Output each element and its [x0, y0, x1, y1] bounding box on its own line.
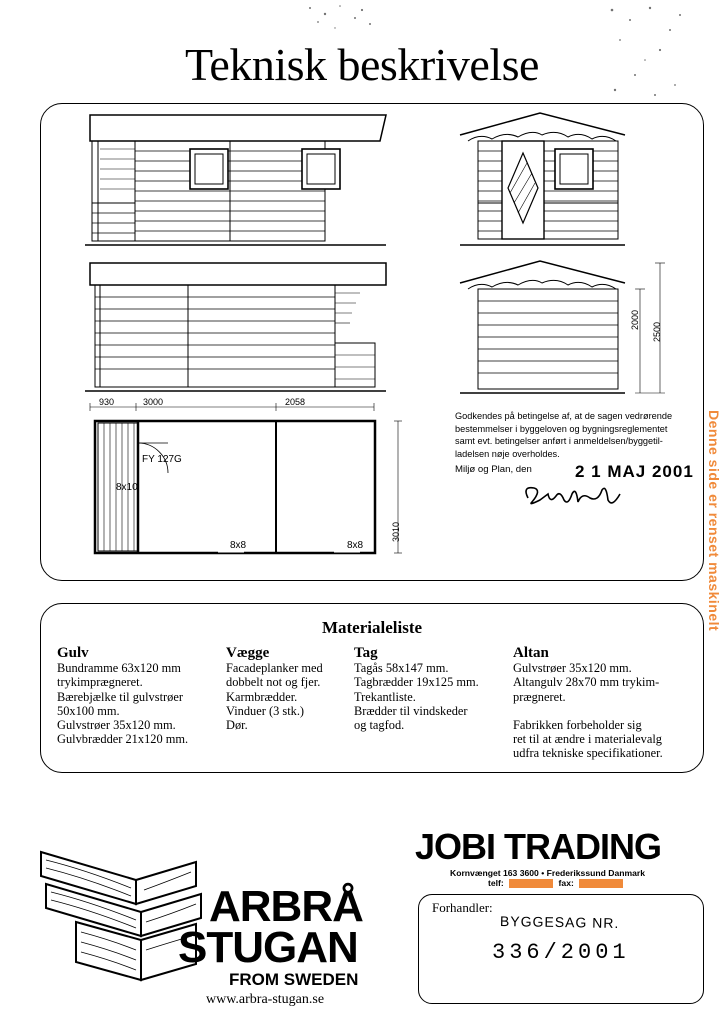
vaegge-heading: Vægge [226, 645, 270, 661]
room-size-label: 8x10 [116, 482, 138, 493]
jobi-address: Kornvænget 163 3600 • Frederikssund Danmark [450, 868, 646, 878]
redacted-fax [579, 879, 623, 888]
dim-930: 930 [99, 397, 115, 407]
window-a-label: 8x8 [230, 540, 247, 551]
dim-3000: 3000 [143, 397, 164, 407]
byggesag-number: 336/2001 [492, 940, 630, 965]
disclaimer-line: udfra tekniske specifikationer. [513, 746, 663, 761]
side-note: Denne side er renset maskinelt [706, 410, 722, 632]
brand-url: www.arbra-stugan.se [206, 992, 325, 1007]
gulv-line: trykimprægneret. [57, 675, 143, 690]
approval-line: Godkendes på betingelse af, at de sagen vedrørende [455, 411, 673, 421]
tag-line: Tagbrædder 19x125 mm. [354, 675, 479, 690]
fax-label: fax: [558, 878, 574, 888]
jobi-contact [488, 878, 626, 888]
altan-line: Altangulv 28x70 mm trykim- [513, 675, 660, 690]
altan-line: prægneret. [513, 689, 566, 704]
byggesag-label: BYGGESAG NR. [499, 912, 620, 932]
vaegge-line: Vinduer (3 stk.) [226, 703, 305, 718]
tag-line: og tagfod. [354, 718, 405, 733]
vaegge-line: Dør. [226, 718, 248, 733]
signature [520, 480, 630, 510]
approval-date: 2 1 MAJ 2001 [575, 462, 694, 481]
vaegge-line: Facadeplanker med [226, 661, 323, 676]
approval-stamp-text [455, 410, 705, 460]
window-b-label: 8x8 [347, 540, 364, 551]
redacted-tel [509, 879, 553, 888]
gulv-line: Gulvbrædder 21x120 mm. [57, 732, 189, 747]
dim-2500: 2500 [652, 321, 662, 342]
elevation-gable-door [460, 113, 625, 245]
elevation-front [85, 115, 386, 245]
approval-line: bestemmelser i byggeloven og bygningsreglementet [455, 423, 668, 434]
gulv-line: 50x100 mm. [57, 703, 120, 718]
forhandler-label: Forhandler: [432, 900, 493, 915]
gulv-line: Bundramme 63x120 mm [57, 661, 181, 676]
dim-2000: 2000 [630, 309, 640, 330]
approval-prefix: Miljø og Plan, den [455, 464, 532, 475]
altan-column [513, 646, 663, 760]
brand-line-1: ARBRÅ [209, 882, 363, 931]
room-code-label: FY 127G [142, 454, 182, 465]
tag-heading: Tag [354, 645, 378, 661]
materialeliste-title: Materialeliste [321, 618, 423, 637]
tag-line: Trekantliste. [354, 689, 416, 704]
dim-2058: 2058 [285, 397, 306, 407]
brand-line-3: FROM SWEDEN [229, 970, 359, 989]
tel-label: telf: [488, 878, 504, 888]
vaegge-column [226, 646, 323, 732]
approval-line: samt evt. betingelser anført i anmeldelsen/byggetil- [455, 436, 663, 447]
tag-line: Tagås 58x147 mm. [354, 661, 449, 676]
gulv-line: Gulvstrøer 35x120 mm. [57, 718, 176, 733]
gulv-heading: Gulv [57, 645, 89, 661]
tag-line: Brædder til vindskeder [354, 703, 468, 718]
floor-plan [90, 403, 402, 553]
approval-line: ladelsen nøje overholdes. [455, 448, 560, 459]
tag-column [354, 646, 479, 732]
gulv-line: Bærebjælke til gulvstrøer [57, 689, 183, 704]
altan-heading: Altan [513, 645, 549, 661]
disclaimer-line: ret til at ændre i materialevalg [513, 732, 662, 747]
vaegge-line: Karmbrædder. [226, 689, 298, 704]
page-title: Teknisk beskrivelse [185, 39, 539, 90]
jobi-trading-name: JOBI TRADING [415, 826, 662, 867]
brand-line-2: STUGAN [178, 923, 358, 972]
gulv-column [57, 646, 188, 746]
dim-3010: 3010 [391, 521, 401, 542]
altan-line: Gulvstrøer 35x120 mm. [513, 661, 632, 676]
vaegge-line: dobbelt not og fjer. [226, 675, 321, 690]
elevation-rear [85, 263, 386, 391]
disclaimer-line: Fabrikken forbeholder sig [513, 717, 642, 732]
